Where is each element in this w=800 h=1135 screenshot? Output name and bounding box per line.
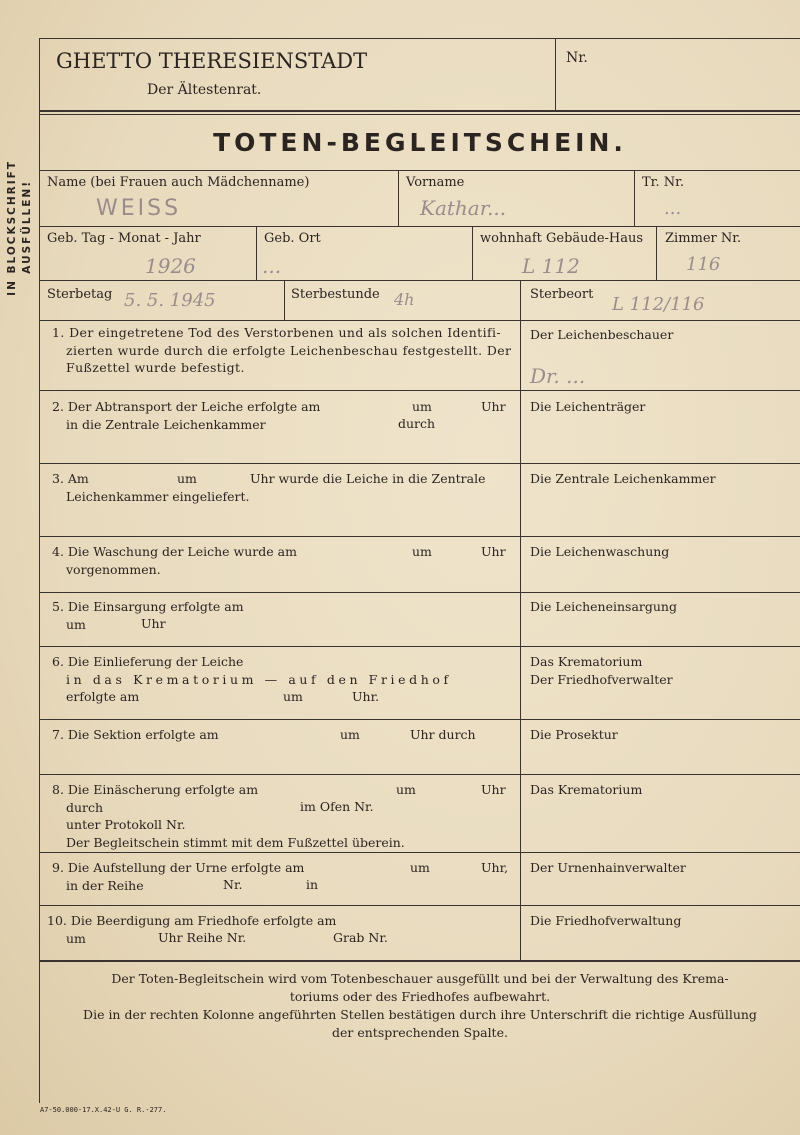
- row9-in: in: [306, 877, 319, 892]
- rule-2: [39, 463, 800, 464]
- row8-ofen: im Ofen Nr.: [300, 799, 374, 814]
- row1-right: Der Leichenbeschauer: [530, 327, 674, 342]
- name-label: Name (bei Frauen auch Mädchenname): [47, 175, 310, 190]
- divider-sterbestunde: [284, 280, 285, 320]
- rule-c: [39, 320, 800, 321]
- header-rule: [39, 110, 800, 112]
- rule-3: [39, 536, 800, 537]
- wohnhaft-label: wohnhaft Gebäude-Haus: [480, 231, 644, 246]
- rule-9: [39, 905, 800, 906]
- row9-uhr: Uhr,: [481, 860, 509, 875]
- gebtag-label: Geb. Tag - Monat - Jahr: [47, 231, 201, 246]
- row9-text: 9. Die Aufstellung der Urne erfolgte am in der Reihe: [52, 860, 305, 893]
- sterbeort-label: Sterbeort: [530, 287, 594, 302]
- row4-uhr: Uhr: [481, 544, 506, 559]
- rule-10: [39, 960, 800, 962]
- top-border: [39, 38, 800, 39]
- row8-right: Das Krematorium: [530, 782, 643, 797]
- rule-b: [39, 280, 800, 281]
- row2-um: um: [412, 399, 432, 414]
- row5-text: 5. Die Einsargung erfolgte am um: [52, 599, 244, 632]
- row4-text: 4. Die Waschung der Leiche wurde am vorgenommen.: [52, 544, 297, 577]
- ghetto-title: GHETTO THERESIENSTADT: [56, 49, 368, 73]
- print-code: A7-50.000-17.X.42-U G. R.-277.: [40, 1106, 167, 1114]
- divider-vorname: [398, 170, 399, 226]
- divider-zimmer: [656, 226, 657, 280]
- form-title: TOTEN-BEGLEITSCHEIN.: [213, 128, 627, 157]
- zimmer-value: 116: [686, 254, 721, 275]
- wohnhaft-value: L 112: [522, 254, 580, 278]
- row10-uhr: Uhr Reihe Nr.: [158, 930, 247, 945]
- vorname-label: Vorname: [406, 175, 465, 190]
- row6-right2: Der Friedhofverwalter: [530, 672, 673, 687]
- sterbetag-value: 5. 5. 1945: [124, 290, 216, 311]
- gebtag-value: 1926: [145, 254, 196, 278]
- row2-right: Die Leichenträger: [530, 399, 646, 414]
- rule-4: [39, 592, 800, 593]
- row9-nr: Nr.: [223, 877, 243, 892]
- rule-a: [39, 226, 800, 227]
- name-value: WEISS: [96, 196, 182, 221]
- row8-text: 8. Die Einäscherung erfolgte am durch unter Protokoll Nr. Der Begleitschein stimmt mit dem Fußzettel überein.: [52, 782, 405, 850]
- row2-text: 2. Der Abtransport der Leiche erfolgte am in die Zentrale Leichenkammer: [52, 399, 321, 432]
- trnr-label: Tr. Nr.: [642, 175, 685, 190]
- row3-right: Die Zentrale Leichenkammer: [530, 471, 716, 486]
- row8-uhr: Uhr: [481, 782, 506, 797]
- divider-trnr: [634, 170, 635, 226]
- sterbestunde-value: 4h: [394, 290, 415, 309]
- sterbestunde-label: Sterbestunde: [291, 287, 380, 302]
- row7-um: um: [340, 727, 360, 742]
- footer-note: Der Toten-Begleitschein wird vom Totenbeschauer ausgefüllt und bei der Verwaltung des Krema- toriums oder des Friedhofes aufbewahrt. Die in der rechten Kolonne angeführten Stellen bestätigen durch ihre Unterschrift die richtige Ausfüllung der entsprechenden Spalte.: [83, 971, 757, 1040]
- left-border: [39, 38, 40, 1103]
- row6-uhr: Uhr.: [352, 689, 380, 704]
- rule-7: [39, 774, 800, 775]
- row6-um: um: [283, 689, 303, 704]
- row2-durch: durch: [398, 416, 436, 431]
- rule-8: [39, 852, 800, 853]
- row2-uhr: Uhr: [481, 399, 506, 414]
- row10-text: 10. Die Beerdigung am Friedhofe erfolgte am um: [47, 913, 337, 946]
- vorname-value: Kathar...: [420, 196, 507, 220]
- divider-wohnhaft: [472, 226, 473, 280]
- sidebar-instruction: [6, 160, 38, 320]
- row5-right: Die Leicheneinsargung: [530, 599, 677, 614]
- zimmer-label: Zimmer Nr.: [665, 231, 742, 246]
- row10-right: Die Friedhofverwaltung: [530, 913, 682, 928]
- row3-um: um: [177, 471, 197, 486]
- gebort-value: ...: [262, 254, 282, 278]
- row1-signature: Dr. ...: [530, 364, 586, 388]
- row3-text: 3. Am Leichenkammer eingeliefert.: [52, 471, 250, 504]
- row6-text: 6. Die Einlieferung der Leiche in das Krematorium — auf den Friedhof erfolgte am: [52, 654, 452, 704]
- trnr-value: ...: [664, 198, 682, 219]
- row6-right: Das Krematorium: [530, 654, 643, 669]
- row4-right: Die Leichenwaschung: [530, 544, 670, 559]
- rule-6: [39, 719, 800, 720]
- rule-1: [39, 390, 800, 391]
- row4-um: um: [412, 544, 432, 559]
- nr-label: Nr.: [566, 50, 588, 66]
- row3-uhr-text: Uhr wurde die Leiche in die Zentrale: [250, 471, 486, 486]
- right-column-divider: [520, 280, 521, 960]
- nr-divider: [555, 38, 556, 110]
- header-subtitle: Der Ältestenrat.: [147, 82, 262, 98]
- row9-um: um: [410, 860, 430, 875]
- sidebar-line1: IN BLOCKSCHRIFT: [6, 160, 18, 296]
- row9-right: Der Urnenhainverwalter: [530, 860, 686, 875]
- sidebar-line2: AUSFÜLLEN!: [21, 180, 33, 274]
- row10-grab: Grab Nr.: [333, 930, 388, 945]
- row1-text: 1. Der eingetretene Tod des Verstorbenen und als solchen Identifi- zierten wurde durch die erfolgte Leichenbeschau festgestellt. Der Fußzettel wurde befestigt.: [52, 325, 512, 375]
- title-rule: [39, 170, 800, 171]
- rule-5: [39, 646, 800, 647]
- header-rule-2: [39, 114, 800, 115]
- divider-gebort: [256, 226, 257, 280]
- row5-uhr: Uhr: [141, 616, 166, 631]
- row7-text: 7. Die Sektion erfolgte am: [52, 727, 219, 742]
- sterbetag-label: Sterbetag: [47, 287, 113, 302]
- row8-um: um: [396, 782, 416, 797]
- row7-right: Die Prosektur: [530, 727, 618, 742]
- sterbeort-value: L 112/116: [612, 294, 705, 315]
- row7-uhr: Uhr durch: [410, 727, 476, 742]
- gebort-label: Geb. Ort: [264, 231, 321, 246]
